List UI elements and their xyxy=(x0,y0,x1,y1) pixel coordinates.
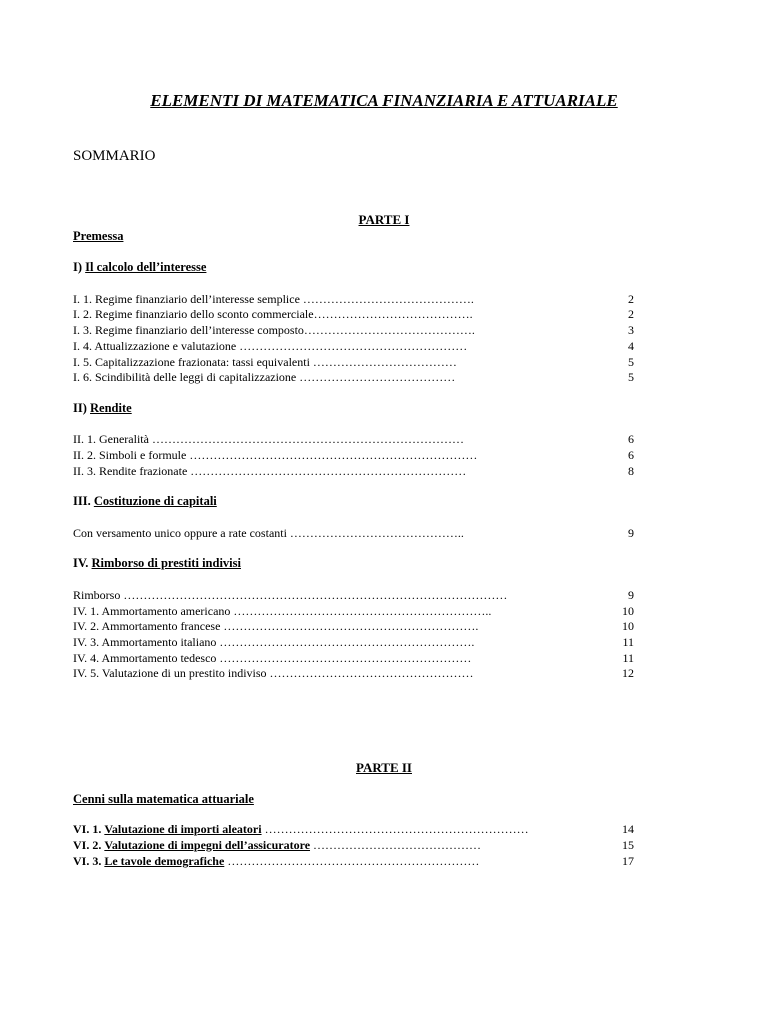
toc-entry: IV. 3. Ammortamento italiano ………………………………………………………. xyxy=(73,635,475,649)
toc-entry-leader: …………………………………… xyxy=(310,838,482,852)
section-1-heading xyxy=(73,260,206,275)
toc-entry-label: Le tavole demografiche xyxy=(104,854,225,868)
toc-page-number: 2 xyxy=(628,307,634,321)
toc-entry-leader: ……………………………………………………… xyxy=(224,854,480,868)
parte-2-heading: PARTE II xyxy=(355,760,412,775)
section-1-title: Il calcolo dell’interesse xyxy=(85,260,207,274)
section-2-heading xyxy=(73,401,132,416)
section-4-title: Rimborso di prestiti indivisi xyxy=(91,556,241,570)
toc-page-number: 10 xyxy=(622,604,634,618)
toc-entry xyxy=(73,853,479,869)
toc-page-number: 5 xyxy=(628,370,634,384)
section-2-prefix: II) xyxy=(73,401,87,415)
toc-entry-label: Valutazione di importi aleatori xyxy=(104,822,262,836)
toc-entry: I. 6. Scindibilità delle leggi di capitalizzazione ………………………………… xyxy=(73,370,456,384)
toc-entry: II. 3. Rendite frazionate …………………………………………………………… xyxy=(73,464,467,478)
toc-entry: IV. 5. Valutazione di un prestito indiviso …………………………………………… xyxy=(73,666,474,680)
toc-entry: II. 1. Generalità …………………………………………………………………… xyxy=(73,432,464,446)
toc-page-number: 9 xyxy=(628,526,634,540)
toc-entry: IV. 2. Ammortamento francese ………………………………………………………. xyxy=(73,619,479,633)
toc-page-number: 9 xyxy=(628,588,634,602)
toc-entry: I. 2. Regime finanziario dello sconto commerciale…………………………………. xyxy=(73,307,473,321)
toc-entry: II. 2. Simboli e formule ……………………………………………………………… xyxy=(73,448,478,462)
toc-entry-leader: ………………………………………………………… xyxy=(261,822,529,836)
section-3-heading xyxy=(73,494,217,509)
section-3-title: Costituzione di capitali xyxy=(93,494,217,508)
toc-entry-prefix: VI. 2. xyxy=(73,838,102,852)
premessa-heading: Premessa xyxy=(73,229,124,243)
section-1-prefix: I) xyxy=(73,260,83,274)
toc-entry: IV. 4. Ammortamento tedesco ……………………………………………………… xyxy=(73,651,472,665)
toc-entry: I. 5. Capitalizzazione frazionata: tassi equivalenti ……………………………… xyxy=(73,355,457,369)
toc-entry: I. 3. Regime finanziario dell’interesse composto……………………………………. xyxy=(73,323,475,337)
section-2-title: Rendite xyxy=(90,401,132,415)
toc-entry xyxy=(73,837,481,853)
toc-entry-label: Valutazione di impegni dell’assicuratore xyxy=(104,838,311,852)
toc-page-number: 3 xyxy=(628,323,634,337)
sommario-heading: SOMMARIO xyxy=(73,148,156,164)
toc-page-number: 10 xyxy=(622,619,634,633)
toc-entry-prefix: VI. 1. xyxy=(73,822,102,836)
toc-entry-prefix: VI. 3. xyxy=(73,854,102,868)
toc-page-number: 12 xyxy=(622,666,634,680)
section-4-heading xyxy=(73,556,241,571)
toc-page-number: 11 xyxy=(622,651,634,665)
toc-page-number: 8 xyxy=(628,464,634,478)
toc-entry: Con versamento unico oppure a rate costanti …………………………………….. xyxy=(73,526,464,540)
toc-entry xyxy=(73,821,529,837)
section-3-prefix: III. xyxy=(73,494,91,508)
toc-entry: I. 1. Regime finanziario dell’interesse semplice ……………………………………. xyxy=(73,292,474,306)
toc-page-number: 5 xyxy=(628,355,634,369)
toc-page-number: 17 xyxy=(622,854,634,868)
toc-page-number: 11 xyxy=(622,635,634,649)
toc-page-number: 15 xyxy=(622,838,634,852)
toc-entry: IV. 1. Ammortamento americano ……………………………………………………….. xyxy=(73,604,492,618)
toc-entry: Rimborso …………………………………………………………………………………… xyxy=(73,588,508,602)
toc-page-number: 6 xyxy=(628,432,634,446)
parte-1-heading: PARTE I xyxy=(358,212,410,227)
parte-2-subheading: Cenni sulla matematica attuariale xyxy=(73,792,254,806)
toc-page-number: 4 xyxy=(628,339,634,353)
toc-page-number: 6 xyxy=(628,448,634,462)
section-4-prefix: IV. xyxy=(73,556,89,570)
toc-entry: I. 4. Attualizzazione e valutazione ………………………………………………… xyxy=(73,339,468,353)
toc-page-number: 2 xyxy=(628,292,634,306)
document-title: ELEMENTI DI MATEMATICA FINANZIARIA E ATTUARIALE xyxy=(150,91,618,110)
toc-page-number: 14 xyxy=(622,822,634,836)
